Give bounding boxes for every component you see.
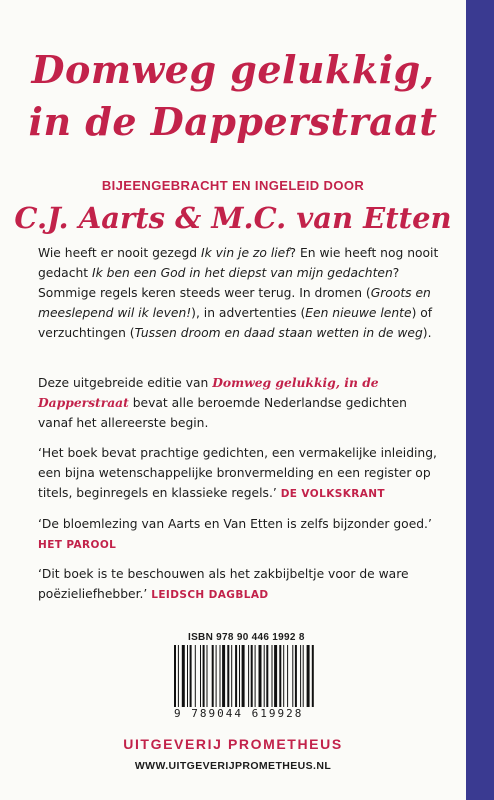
review-quote-3 (38, 564, 442, 605)
text-run: ) of verzuchtingen ( (38, 306, 433, 340)
review-quote-1 (38, 443, 442, 504)
barcode-bar (200, 645, 201, 707)
quote-italic: Ik vin je zo lief (200, 246, 290, 260)
barcode-bar (195, 645, 196, 707)
publisher-url[interactable]: WWW.UITGEVERIJPROMETHEUS.NL (134, 760, 332, 772)
isbn: ISBN 978 90 446 1992 8 (188, 632, 305, 643)
barcode-bar (174, 645, 176, 707)
barcode-bar (207, 645, 208, 707)
barcode-bar (283, 645, 284, 707)
barcode-bar (259, 645, 262, 707)
book-spine (466, 0, 494, 800)
quote-italic: Een nieuwe lente (305, 306, 412, 320)
text-run: ? En wie heeft nog nooit gedacht (38, 246, 439, 280)
barcode-bar (312, 645, 314, 707)
barcode-bar (187, 645, 188, 707)
review-text: ‘Het boek bevat prachtige gedichten, een vermakelijke inleiding, een bijna wetenschappelijke bronvermelding en een register op titels, beginregels en klassieke regels.’ (38, 446, 437, 500)
barcode-bar (295, 645, 297, 707)
barcode-number: 9 789044 619928 (174, 707, 304, 720)
barcode-bar (307, 645, 310, 707)
review-source: LEIDSCH DAGBLAD (151, 589, 269, 601)
barcode-bar (248, 645, 249, 707)
barcode-bar (292, 645, 293, 707)
barcode-bar (251, 645, 253, 707)
barcode-bar (222, 645, 225, 707)
barcode-bar (203, 645, 205, 707)
publisher-name: UITGEVERIJ PROMETHEUS (123, 736, 343, 752)
title-line-1: Domweg gelukkig, (31, 47, 435, 92)
barcode-bar (239, 645, 240, 707)
barcode-bar (178, 645, 179, 707)
quote-italic: Ik ben een God in het diepst van mijn gedachten (92, 266, 393, 280)
barcode-bars (172, 645, 358, 707)
barcode-bar (231, 645, 232, 707)
barcode-bar (227, 645, 229, 707)
barcode-bar (300, 645, 301, 707)
text-run: bevat alle beroemde Nederlandse gedichten vanaf het allereerste begin. (38, 396, 407, 430)
barcode-bar (216, 645, 217, 707)
text-run: Deze uitgebreide editie van (38, 376, 213, 390)
barcode (172, 645, 358, 721)
review-text: ‘De bloemlezing van Aarts en Van Etten is zelfs bijzonder goed.’ (38, 517, 432, 531)
barcode-bar (279, 645, 281, 707)
book-title-inline: Domweg gelukkig, in de Dapperstraat (38, 375, 379, 410)
blurb-paragraph-1 (38, 243, 442, 343)
review-text: ‘Dit boek is te beschouwen als het zakbijbeltje voor de ware poëzieliefhebber.’ (38, 567, 409, 601)
barcode-bar (266, 645, 268, 707)
review-source: DE VOLKSKRANT (280, 488, 385, 500)
blurb-paragraph-2 (38, 373, 442, 433)
barcode-bar (212, 645, 214, 707)
barcode-bar (242, 645, 245, 707)
barcode-bar (190, 645, 192, 707)
quote-italic: Tussen droom en daad staan wetten in de weg (134, 326, 423, 340)
barcode-bar (255, 645, 256, 707)
review-quote-2 (38, 514, 442, 555)
quote-italic: Groots en meeslepend wil ik leven! (38, 286, 431, 320)
barcode-bar (287, 645, 288, 707)
title-line-2: in de Dapperstraat (28, 99, 438, 144)
barcode-bar (272, 645, 273, 707)
barcode-bar (220, 645, 221, 707)
barcode-bar (264, 645, 265, 707)
review-source: HET PAROOL (38, 539, 117, 551)
authors: C.J. Aarts & M.C. van Etten (14, 201, 452, 235)
barcode-bar (235, 645, 237, 707)
text-run: ). (422, 326, 432, 340)
barcode-bar (182, 645, 185, 707)
text-run: ), in advertenties ( (191, 306, 306, 320)
barcode-bar (274, 645, 277, 707)
subtitle: BIJEENGEBRACHT EN INGELEID DOOR (101, 178, 365, 193)
text-run: ? Sommige regels keren steeds weer terug. In dromen ( (38, 266, 400, 300)
text-run: Wie heeft er nooit gezegd (38, 246, 201, 260)
barcode-bar (303, 645, 304, 707)
